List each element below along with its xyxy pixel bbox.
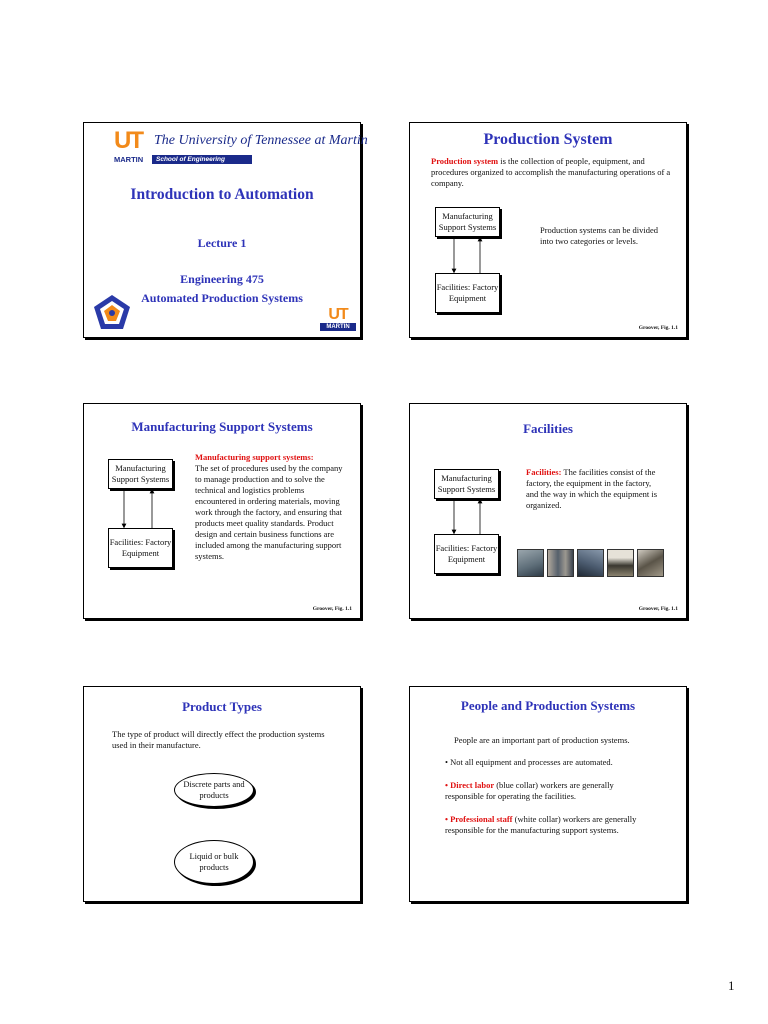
slide-manufacturing-support xyxy=(83,403,361,619)
slide-product-types xyxy=(83,686,361,902)
box-manufacturing-support: Manufacturing Support Systems xyxy=(434,469,499,499)
course-number: Engineering 475 xyxy=(180,272,264,286)
slide2-definition: Production system is the collection of people, equipment, and procedures organized to accomplish the manufacturing operations of a company. xyxy=(431,156,671,188)
factory-photo-1 xyxy=(517,549,544,577)
box-facilities: Facilities: Factory Equipment xyxy=(434,534,499,574)
term-production-system: Production system xyxy=(431,156,499,166)
slide-people-production xyxy=(409,686,687,902)
slide-facilities xyxy=(409,403,687,619)
slide3-citation: Groover, Fig. 1.1 xyxy=(312,606,352,612)
slide2-title: Production System xyxy=(483,131,613,148)
box-manufacturing-support: Manufacturing Support Systems xyxy=(108,459,173,489)
slide2-citation: Groover, Fig. 1.1 xyxy=(638,325,678,331)
page-number: 1 xyxy=(728,978,735,993)
slide2-side-text: Production systems can be divided into two categories or levels. xyxy=(540,225,659,246)
university-seal-icon xyxy=(92,293,132,331)
school-banner: School of Engineering xyxy=(152,155,252,164)
slide-title xyxy=(83,122,368,338)
oval-liquid-bulk: Liquid or bulk products xyxy=(174,840,254,884)
slide6-title: People and Production Systems xyxy=(460,698,636,713)
course-name: Automated Production Systems xyxy=(141,291,303,305)
box-manufacturing-support: Manufacturing Support Systems xyxy=(435,207,500,237)
term-professional-staff: Professional staff xyxy=(450,814,513,824)
bullet-professional-staff: • Professional staff (white collar) workers are generally responsible for the manufacturing support systems. xyxy=(445,814,637,835)
lecture-label: Lecture 1 xyxy=(197,236,247,250)
slide3-definition: Manufacturing support systems: The set of procedures used by the company to manage production and to solve the technical and logistics problems encountered in ordering materials, moving work through the factory, and ensuring that products meet quality standards. Product design and certain business functions are included among the manufacturing support systems. xyxy=(195,452,347,562)
slide1-title: Introduction to Automation xyxy=(130,186,314,203)
term-facilities: Facilities: xyxy=(526,467,562,477)
oval-discrete-parts: Discrete parts and products xyxy=(174,773,254,807)
term-manufacturing-support: Manufacturing support systems: xyxy=(195,452,314,462)
ut-logo: UT xyxy=(114,127,142,154)
slide3-title: Manufacturing Support Systems xyxy=(131,419,313,434)
box-facilities: Facilities: Factory Equipment xyxy=(435,273,500,313)
university-name: The University of Tennessee at Martin xyxy=(154,133,368,148)
factory-photo-4 xyxy=(607,549,634,577)
martin-label: MARTIN xyxy=(114,155,144,164)
slide4-definition: Facilities: The facilities consist of the factory, the equipment in the factory, and the way in which the equipment is organized. xyxy=(526,467,658,510)
factory-photo-3 xyxy=(577,549,604,577)
slide4-title: Facilities xyxy=(523,421,573,436)
bullet-not-automated: • Not all equipment and processes are automated. xyxy=(445,757,613,767)
slide5-intro: The type of product will directly effect the production systems used in their manufacture. xyxy=(112,729,325,750)
slide4-citation: Groover, Fig. 1.1 xyxy=(638,606,678,612)
slide5-title: Product Types xyxy=(182,699,262,714)
term-direct-labor: Direct labor xyxy=(450,780,495,790)
slide-production-system xyxy=(409,122,687,338)
box-facilities: Facilities: Factory Equipment xyxy=(108,528,173,568)
factory-photo-5 xyxy=(637,549,664,577)
down-arrow-icon xyxy=(410,404,686,618)
slide6-intro: People are an important part of production systems. xyxy=(454,735,630,745)
corner-ut-logo: UT MARTIN xyxy=(320,307,356,333)
bullet-direct-labor: • Direct labor (blue collar) workers are generally responsible for operating the facilities. xyxy=(445,780,614,801)
factory-photo-2 xyxy=(547,549,574,577)
